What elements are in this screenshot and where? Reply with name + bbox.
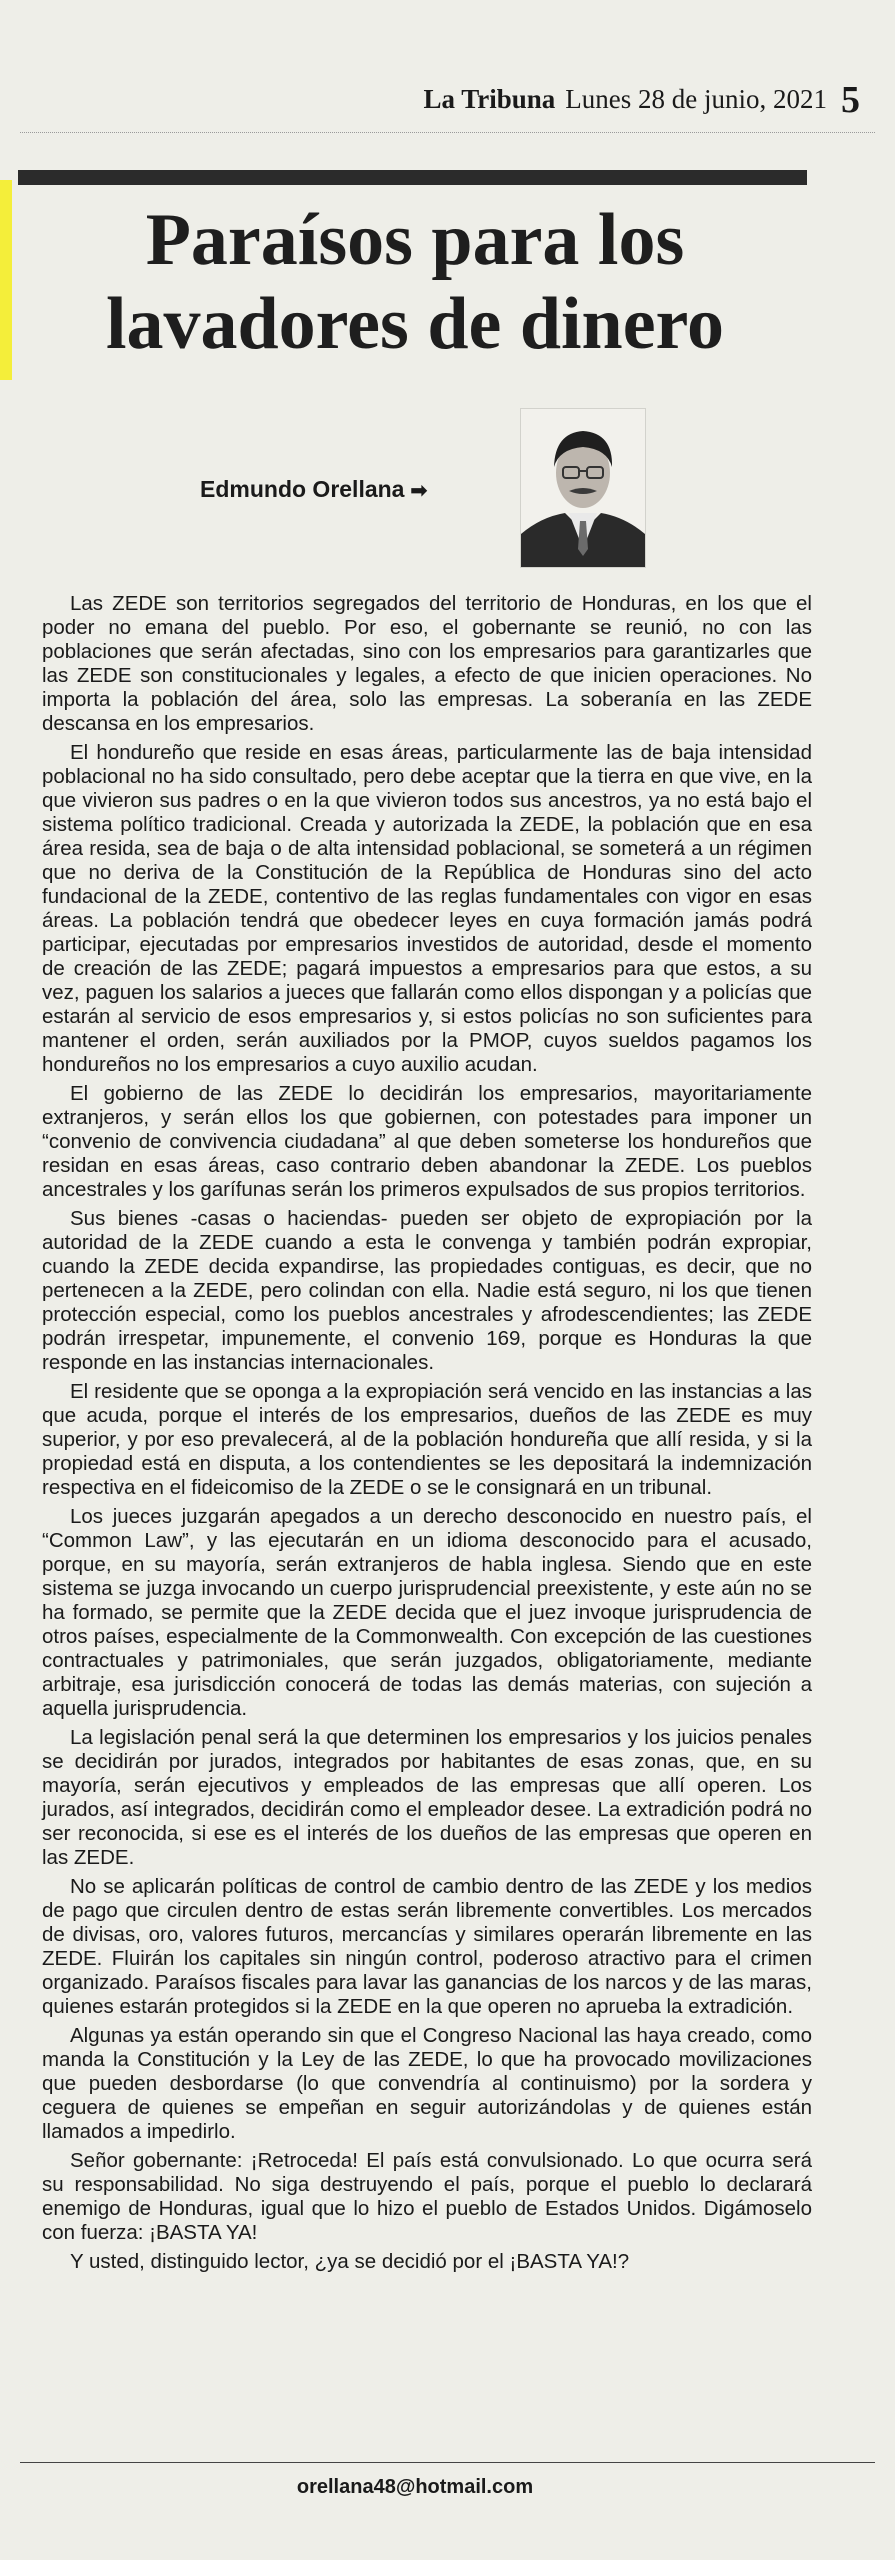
arrow-icon: ➡	[410, 480, 428, 502]
author-photo	[520, 408, 646, 568]
header-divider	[20, 132, 875, 133]
page-header	[0, 78, 860, 122]
article-paragraph: Señor gobernante: ¡Retroceda! El país está convulsionado. Lo que ocurra será su responsabilidad. No siga destruyendo el país, porque el pueblo lo declarará enemigo de Honduras, igual que lo hizo el pueblo de Estados Unidos. Digámoselo con fuerza: ¡BASTA YA!	[42, 2149, 812, 2244]
article-paragraph: No se aplicarán políticas de control de cambio dentro de las ZEDE y los medios de pago que circulen dentro de estas serán libremente convertibles. Los mercados de divisas, oro, valores futuros, mercancías y similares operarán libremente en las ZEDE. Fluirán los capitales sin ningún control, poderoso atractivo para el crimen organizado. Paraísos fiscales para lavar las ganancias de los narcos y de las maras, quienes estarán protegidos si la ZEDE en la que operen no aprueba la extradición.	[42, 1875, 812, 2018]
author-name: Edmundo Orellana	[200, 476, 405, 502]
article-paragraph: El hondureño que reside en esas áreas, particularmente las de baja intensidad poblacional no ha sido consultado, pero debe aceptar que la tierra en que vive, en la que vivieron sus padres o en la que vivieron todos sus ancestros, ya no está bajo el sistema político tradicional. Creada y autorizada la ZEDE, la población que en esa área resida, sea de baja o de alta intensidad poblacional, se someterá a un régimen que no deriva de la Constitución de la República de Honduras sino del acto fundacional de la ZEDE, contentivo de las reglas fundamentales con vigor en esas áreas. La población tendrá que obedecer leyes en cuya formación jamás podrá participar, ejecutadas por empresarios investidos de autoridad, desde el momento de creación de las ZEDE; pagará impuestos a empresarios para que estos, a su vez, paguen los salarios a jueces que fallarán como ellos dispongan y a policías que estarán al servicio de esos empresarios y, si estos policías no son suficientes para mantener el orden, serán auxiliados por la PMOP, cuyos sueldos pagamos los hondureños no los empresarios a cuyo auxilio acudan.	[42, 741, 812, 1076]
footer-divider	[20, 2462, 875, 2463]
article-paragraph: El residente que se oponga a la expropiación será vencido en las instancias a las que acuda, porque el interés de los empresarios, dueños de las ZEDE es muy superior, y por eso prevalecerá, al de la población hondureña que allí resida, y si la propiedad está en disputa, a los contendientes se les depositará la indemnización respectiva en el fideicomiso de la ZEDE o se le consignará en un tribunal.	[42, 1380, 812, 1499]
article-title: Paraísos para los lavadores de dinero	[105, 199, 725, 365]
publication-name: La Tribuna	[423, 84, 556, 114]
article-body	[42, 592, 812, 2279]
article-paragraph: El gobierno de las ZEDE lo decidirán los empresarios, mayoritariamente extranjeros, y serán ellos los que gobiernen, con potestades para imponer un “convenio de convivencia ciudadana” al que deben someterse los hondureños que residan en esas áreas, caso contrario deben abandonar la ZEDE. Los pueblos ancestrales y los garífunas serán los primeros expulsados de sus propios territorios.	[42, 1082, 812, 1201]
article-paragraph: La legislación penal será la que determinen los empresarios y los juicios penales se decidirán por jurados, integrados por habitantes de esas zonas, que, en su mayoría, serán ejecutivos y empleados de las empresas que allí operen. Los jurados, así integrados, decidirán como el empleador desee. La extradición podrá no ser reconocida, si ese es el interés de los dueños de las empresas que operen en las ZEDE.	[42, 1726, 812, 1869]
page-number: 5	[841, 79, 860, 121]
article-paragraph: Y usted, distinguido lector, ¿ya se decidió por el ¡BASTA YA!?	[70, 2250, 630, 2273]
title-bar	[18, 170, 807, 185]
contact-email[interactable]: orellana48@hotmail.com	[296, 2476, 534, 2498]
article-paragraph: Los jueces juzgarán apegados a un derecho desconocido en nuestro país, el “Common Law”, y las ejecutarán en un idioma desconocido para el acusado, porque, en su mayoría, serán extranjeros de habla inglesa. Siendo que en este sistema se juzga invocando un cuerpo jurisprudencial preexistente, y este aún no se ha formado, se permite que la ZEDE decida que el juez invoque jurisprudencia de otros países, especialmente de la Commonwealth. Con excepción de las cuestiones contractuales y patrimoniales, que serán juzgados, obligatoriamente, mediante arbitraje, esa jurisdicción conocerá de todas las demás materias, con sujeción a aquella jurisprudencia.	[42, 1505, 812, 1720]
article-paragraph: Algunas ya están operando sin que el Congreso Nacional las haya creado, como manda la Constitución y la Ley de las ZEDE, lo que ha provocado movilizaciones que pueden desbordarse (lo que convendría al continuismo) por la sordera y ceguera de quienes se empeñan en seguir autorizándolas y de quienes están llamados a impedirlo.	[42, 2024, 812, 2143]
publication-date: Lunes 28 de junio, 2021	[565, 84, 827, 114]
article-paragraph: Las ZEDE son territorios segregados del territorio de Honduras, en los que el poder no emana del pueblo. Por eso, el gobernante se reunió, no con las poblaciones que serán afectadas, sino con los empresarios para garantizarles que las ZEDE son constitucionales y legales, a efecto de que inicien operaciones. No importa la población del área, solo las empresas. La soberanía en las ZEDE descansa en los empresarios.	[42, 592, 812, 735]
article-paragraph: Sus bienes -casas o haciendas- pueden ser objeto de expropiación por la autoridad de la ZEDE cuando a esta le convenga y también podrán expropiar, cuando la ZEDE decida expandirse, las propiedades contiguas, es decir, que no pertenecen a la ZEDE, pero colindan con ella. Nadie está seguro, ni los que tienen protección especial, como los pueblos ancestrales y afrodescendientes; las ZEDE podrán irrespetar, impunemente, el convenio 169, porque es Honduras la que responde en las instancias internacionales.	[42, 1207, 812, 1374]
author-portrait-icon	[521, 409, 645, 567]
highlighter-mark	[0, 180, 12, 380]
byline	[200, 476, 427, 503]
